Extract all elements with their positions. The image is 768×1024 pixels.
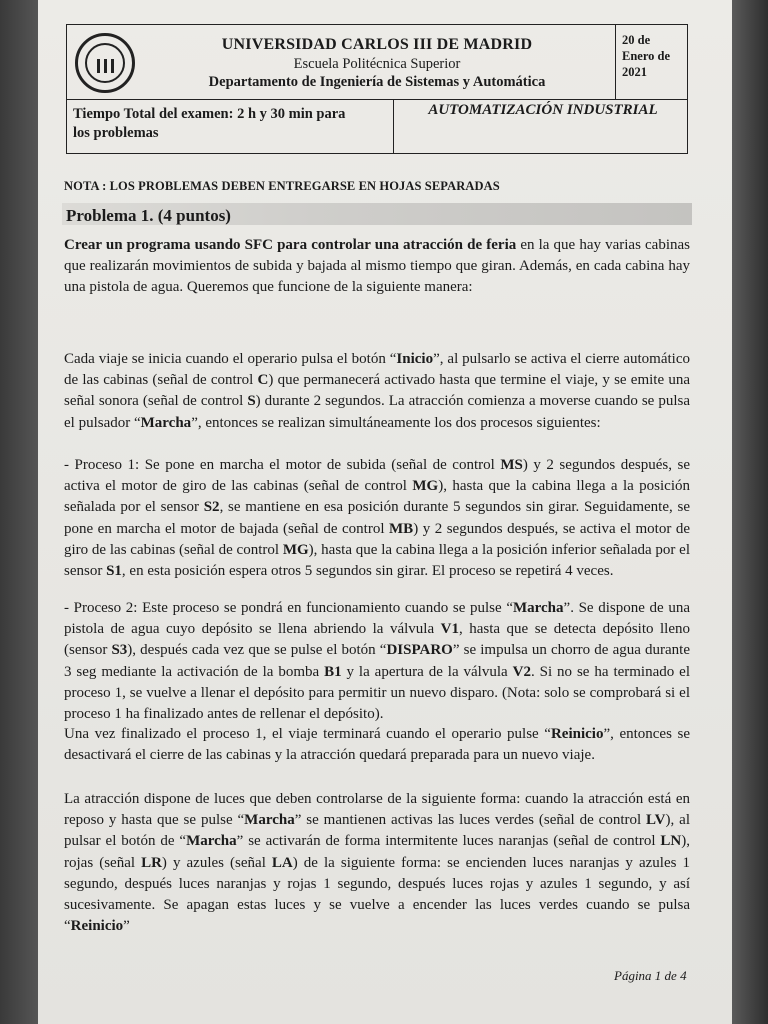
exam-note: NOTA : LOS PROBLEMAS DEBEN ENTREGARSE EN HOJAS SEPARADAS [64,179,500,193]
paragraph-start: Cada viaje se inicia cuando el operario pulsa el botón “Inicio”, al pulsarlo se activa el cierre automático de las cabinas (señal de control C) que permanecerá activado hasta que termine el viaje, y se emite una señal sonora (señal de control S) durante 2 segundos. La atracción comienza a moverse cuando se pulsa el pulsador “Marcha”, entonces se realizan simultáneamente los dos procesos siguientes: [64,351,690,431]
problem-title: Problema 1. (4 puntos) [66,206,231,225]
course-name: AUTOMATIZACIÓN INDUSTRIAL [428,102,658,118]
university-name: UNIVERSIDAD CARLOS III DE MADRID [221,36,533,53]
university-seal-icon [75,33,135,93]
scan-edge-right [732,0,768,1024]
school-name: Escuela Politécnica Superior [293,56,461,72]
exam-date: 20 de Enero de 2021 [622,33,671,79]
problem-intro: Crear un programa usando SFC para controlar una atracción de feria en la que hay varias cabinas que realizarán movimientos de subida y bajada al mismo tiempo que giran. Además, en cada cabina hay una pistola de agua. Queremos que funcione de la siguiente manera: [64,237,690,296]
exam-duration: Tiempo Total del examen: 2 h y 30 min para los problemas [73,106,346,141]
header-table [66,24,688,154]
paragraph-lights: La atracción dispone de luces que deben controlarse de la siguiente forma: cuando la atracción está en reposo y hasta que se pulse “Marcha” se mantienen activas las luces verdes (señal de control LV), al pulsar el botón de “Marcha” se activarán de forma intermitente luces naranjas (señal de control LN), rojas (señal LR) y azules (señal LA) de la siguiente forma: se encienden luces naranjas y azules 1 segundo, después luces naranjas y rojas 1 segundo, después luces rojas y azules 1 segundo, y así sucesivamente. Se apagan estas luces y se vuelve a encender las luces verdes cuando se pulsa “Reinicio” [64,791,690,935]
paragraph-process-2: - Proceso 2: Este proceso se pondrá en funcionamiento cuando se pulse “Marcha”. Se dispone de una pistola de agua cuyo depósito se llena abriendo la válvula V1, hasta que se detecta depósito lleno (sensor S3), después cada vez que se pulse el botón “DISPARO” se impulsa un chorro de agua durante 3 seg mediante la activación de la bomba B1 y la apertura de la válvula V2. Si no se ha terminado el proceso 1, se vuelve a llenar el depósito para permitir un nuevo disparo. (Nota: solo se comprobará si el proceso 1 ha finalizado antes de rellenar el depósito). [64,600,691,723]
paragraph-end-trip: Una vez finalizado el proceso 1, el viaje terminará cuando el operario pulse “Reinicio”, entonces se desactivará el cierre de las cabinas y la atracción quedará preparada para un nuevo viaje. [64,726,690,764]
exam-page [38,0,732,1024]
scan-edge-left [0,0,38,1024]
department-name: Departamento de Ingeniería de Sistemas y Automática [208,74,546,90]
paragraph-process-1: - Proceso 1: Se pone en marcha el motor de subida (señal de control MS) y 2 segundos después, se activa el motor de giro de las cabinas (señal de control MG), hasta que la cabina llega a la posición señalada por el sensor S2, se mantiene en esa posición durante 5 segundos sin girar. Seguidamente, se pone en marcha el motor de bajada (señal de control MB) y 2 segundos después, se activa el motor de giro de las cabinas (señal de control MG), hasta que la cabina llega a la posición inferior señalada por el sensor S1, en esta posición espera otros 5 segundos sin girar. El proceso se repetirá 4 veces. [64,457,691,580]
page-number: Página 1 de 4 [614,968,687,983]
